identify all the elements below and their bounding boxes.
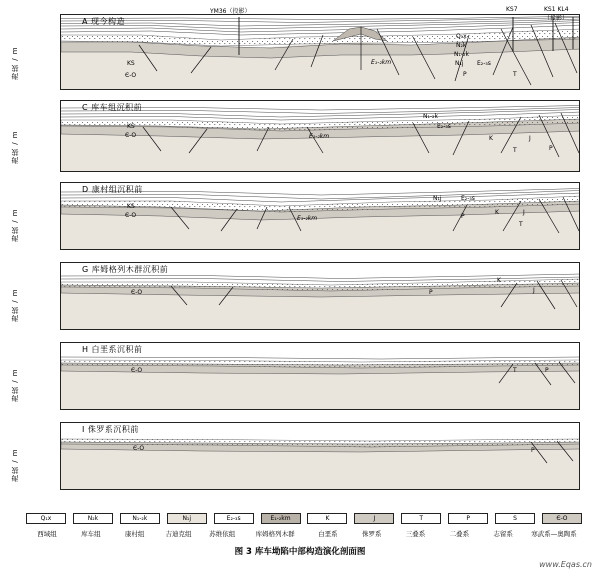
legend-name-triassic: 三叠系 — [405, 530, 426, 538]
legend-box-k: K — [307, 513, 347, 524]
well-label-ym36: YM36（投影） — [210, 8, 251, 15]
legend-name-cambrian-ordovician: 寒武系—奥陶系 — [531, 530, 577, 538]
panel-title-A: A 现今构造 — [82, 17, 126, 26]
panel-title-C: C 库车组沉积前 — [82, 103, 143, 112]
unit-label-P: P — [531, 447, 535, 454]
unit-label-K: K — [489, 135, 493, 142]
legend-name-kangcun: 康村组 — [124, 530, 145, 538]
unit-label-km: E₁-₂km — [297, 215, 318, 222]
legend-name-jurassic: 侏罗系 — [361, 530, 382, 538]
legend-box-cambrian-ordovician: Є-O — [542, 513, 582, 524]
legend-box-t: T — [401, 513, 441, 524]
unit-label-T: T — [513, 367, 517, 374]
legend-box-p: P — [448, 513, 488, 524]
section-svg-A — [61, 15, 580, 90]
unit-label-cambrian-ordovician: Є-O — [125, 72, 137, 79]
well-label-ks1-kl4: KS1 KL4（投影） — [544, 6, 569, 22]
legend-box-e12km: E₁-₂km — [261, 513, 301, 524]
legend-box-e23s: E₂-₃s — [214, 513, 254, 524]
legend-symbols-row — [26, 512, 582, 525]
cross-section-A — [60, 14, 580, 90]
unit-label-J: J — [533, 287, 535, 294]
unit-label-J: J — [529, 135, 531, 142]
panel-title-I: I 侏罗系沉积前 — [82, 425, 139, 434]
unit-label-cambrian-ordovician: Є-O — [131, 367, 143, 374]
unit-label-P: P — [545, 367, 549, 374]
unit-label-P: P — [463, 71, 467, 78]
unit-label-KS: KS — [127, 203, 135, 210]
panel-G — [11, 262, 580, 330]
unit-label-P: P — [549, 145, 553, 152]
panel-I — [11, 422, 580, 490]
panel-C — [11, 100, 580, 172]
unit-label-e23s: E₂-₃s — [437, 123, 451, 130]
unit-label-T: T — [513, 71, 517, 78]
legend-box-s: S — [495, 513, 535, 524]
legend-name-kumugeliemu: 库姆格列木群 — [255, 530, 295, 538]
unit-label-K: K — [497, 277, 501, 284]
unit-label-n12k: N₁-₂k — [454, 51, 469, 58]
panel-H — [11, 342, 580, 410]
legend-name-cretaceous: 白垩系 — [318, 530, 338, 538]
legend-name-jidike: 吉迪克组 — [165, 530, 192, 538]
axis-label-C: 海拔 / m — [11, 130, 19, 164]
unit-label-n1j: N₁j — [433, 195, 442, 202]
legend-box-qx: Q₁x — [26, 513, 66, 524]
legend-names-row — [26, 527, 582, 540]
legend-name-silurian: 志留系 — [493, 530, 513, 538]
panel-A — [11, 6, 580, 90]
legend-box-n2k: N₂k — [73, 513, 113, 524]
unit-label-J: J — [523, 209, 525, 216]
axis-label-H: 海拔 / m — [11, 368, 19, 402]
unit-label-qx: Q₁x — [456, 33, 467, 40]
unit-label-P: P — [429, 289, 433, 296]
unit-label-e23s: E₂-₃s — [461, 195, 475, 202]
legend-box-n1j: N₁j — [167, 513, 207, 524]
axis-label-A: 海拔 / m — [11, 46, 19, 80]
unit-label-e23s: E₂-₃s — [477, 60, 491, 67]
legend-box-j: J — [354, 513, 394, 524]
panel-title-G: G 库姆格列木群沉积前 — [82, 265, 169, 274]
axis-label-D: 海拔 / m — [11, 208, 19, 242]
legend-name-xiyu: 西域组 — [37, 530, 57, 538]
axis-label-G: 海拔 / m — [11, 288, 19, 322]
panel-D — [11, 182, 580, 250]
unit-label-K: K — [495, 209, 499, 216]
unit-label-n1j: N₁j — [455, 60, 464, 67]
unit-label-cambrian-ordovician: Є-O — [133, 445, 145, 452]
watermark: www.Eqas.cn — [539, 560, 592, 569]
unit-label-KS: KS — [127, 123, 135, 130]
unit-label-km: E₁-₂km — [309, 133, 330, 140]
unit-label-n2k: N₂k — [456, 42, 467, 49]
well-label-ks7: KS7 — [506, 6, 518, 13]
unit-label-T: T — [519, 221, 523, 228]
panel-title-D: D 康村组沉积前 — [82, 185, 143, 194]
legend-name-kuche: 库车组 — [81, 530, 101, 538]
unit-label-cambrian-ordovician: Є-O — [125, 132, 137, 139]
axis-label-I: 海拔 / m — [11, 448, 19, 482]
unit-label-cambrian-ordovician: Є-O — [131, 289, 143, 296]
unit-label-km: E₁-₂km — [371, 59, 392, 66]
unit-label-T: T — [513, 147, 517, 154]
panel-title-H: H 白垩系沉积前 — [82, 345, 143, 354]
legend-name-suweiyi: 苏维依组 — [209, 530, 236, 538]
unit-label-n12k: N₁-₂k — [423, 113, 438, 120]
figure-caption: 图 3 库车坳陷中部构造演化剖面图 — [234, 547, 366, 557]
unit-label-cambrian-ordovician: Є-O — [125, 212, 137, 219]
unit-label-KS: KS — [127, 60, 135, 67]
legend-name-permian: 二叠系 — [449, 530, 470, 538]
unit-label-P: P — [461, 213, 465, 220]
legend-box-n12k: N₁-₂k — [120, 513, 160, 524]
legend — [26, 512, 582, 540]
